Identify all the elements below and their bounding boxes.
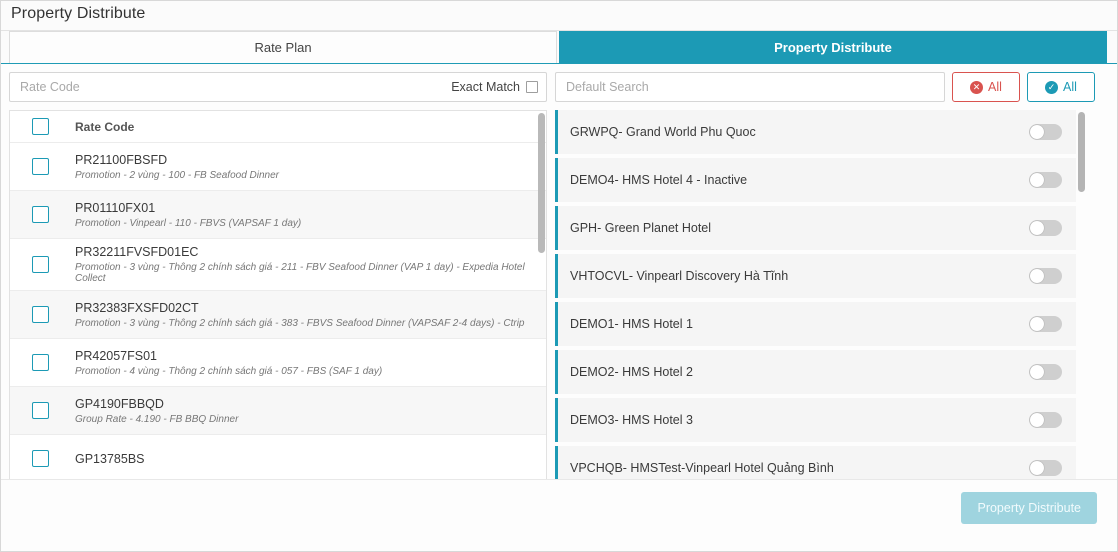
rate-code-value: PR32383FXSFD02CT — [75, 300, 199, 315]
row-checkbox[interactable] — [32, 158, 49, 175]
table-row[interactable] — [10, 191, 546, 239]
rate-code-value: GP13785BS — [75, 451, 145, 466]
exact-match-checkbox[interactable] — [526, 81, 538, 93]
list-item[interactable] — [555, 350, 1076, 394]
toggle-knob — [1030, 461, 1044, 475]
table-row[interactable] — [10, 239, 546, 291]
list-item[interactable] — [555, 398, 1076, 442]
row-checkbox[interactable] — [32, 206, 49, 223]
page-title: Property Distribute — [11, 5, 146, 22]
exact-match-group[interactable] — [443, 80, 538, 94]
property-list[interactable] — [555, 110, 1095, 486]
rate-code-value: PR01110FX01 — [75, 200, 156, 215]
toggle-knob — [1030, 173, 1044, 187]
table-row[interactable] — [10, 387, 546, 435]
property-search-input[interactable] — [564, 73, 936, 101]
table-row[interactable] — [10, 435, 546, 483]
tab-property-distribute-label: Property Distribute — [774, 40, 892, 55]
property-name: DEMO4- HMS Hotel 4 - Inactive — [570, 173, 748, 187]
toggle-knob — [1030, 269, 1044, 283]
property-name: VHTOCVL- Vinpearl Discovery Hà Tĩnh — [570, 269, 789, 283]
property-name: VPCHQB- HMSTest-Vinpearl Hotel Quảng Bình — [570, 461, 834, 475]
property-pane — [555, 72, 1095, 486]
main-content — [1, 64, 1117, 494]
row-checkbox[interactable] — [32, 306, 49, 323]
rate-code-description: Promotion - 3 vùng - Thông 2 chính sách giá - 383 - FBVS Seafood Dinner (VAPSAF 2-4 days) - Ctrip — [75, 317, 525, 329]
property-search-row — [555, 72, 1095, 102]
rate-code-list-panel — [9, 110, 547, 486]
list-item[interactable] — [555, 254, 1076, 298]
rate-code-value: GP4190FBBQD — [75, 396, 164, 411]
property-toggle[interactable] — [1029, 124, 1062, 140]
deselect-all-button[interactable] — [952, 72, 1020, 102]
rate-code-list-scrollbar[interactable] — [538, 113, 545, 253]
rate-code-description: Promotion - 4 vùng - Thông 2 chính sách giá - 057 - FBS (SAF 1 day) — [75, 365, 383, 377]
tab-bar — [1, 31, 1117, 64]
row-checkbox[interactable] — [32, 256, 49, 273]
toggle-knob — [1030, 365, 1044, 379]
tab-rate-plan-label: Rate Plan — [254, 40, 312, 55]
list-item[interactable] — [555, 110, 1076, 154]
table-row[interactable] — [10, 339, 546, 387]
select-all-label: All — [1063, 80, 1077, 94]
rate-code-search-input[interactable] — [18, 73, 443, 101]
check-circle-icon: ✓ — [1045, 81, 1058, 94]
tab-rate-plan[interactable] — [9, 31, 557, 63]
property-toggle[interactable] — [1029, 220, 1062, 236]
property-name: DEMO2- HMS Hotel 2 — [570, 365, 693, 379]
x-circle-icon: ✕ — [970, 81, 983, 94]
toggle-knob — [1030, 317, 1044, 331]
select-all-rate-codes-checkbox[interactable] — [32, 118, 49, 135]
property-name: GPH- Green Planet Hotel — [570, 221, 712, 235]
rate-code-pane — [9, 72, 547, 486]
property-name: GRWPQ- Grand World Phu Quoc — [570, 125, 756, 139]
row-checkbox[interactable] — [32, 450, 49, 467]
row-checkbox[interactable] — [32, 354, 49, 371]
property-toggle[interactable] — [1029, 316, 1062, 332]
deselect-all-label: All — [988, 80, 1002, 94]
select-all-button[interactable] — [1027, 72, 1095, 102]
property-toggle[interactable] — [1029, 460, 1062, 476]
list-item[interactable] — [555, 206, 1076, 250]
property-list-scrollbar[interactable] — [1078, 112, 1085, 192]
rate-code-value: PR21100FBSFD — [75, 152, 168, 167]
rate-code-description: Group Rate - 4.190 - FB BBQ Dinner — [75, 413, 239, 425]
rate-code-description: Promotion - 2 vùng - 100 - FB Seafood Dinner — [75, 169, 279, 181]
rate-code-search-row — [9, 72, 547, 102]
property-search-wrap[interactable] — [555, 72, 945, 102]
property-name: DEMO1- HMS Hotel 1 — [570, 317, 693, 331]
property-toggle[interactable] — [1029, 268, 1062, 284]
property-toggle[interactable] — [1029, 172, 1062, 188]
rate-code-description: Promotion - Vinpearl - 110 - FBVS (VAPSAF 1 day) — [75, 217, 302, 229]
toggle-knob — [1030, 221, 1044, 235]
rate-code-value: PR42057FS01 — [75, 348, 158, 363]
property-toggle[interactable] — [1029, 412, 1062, 428]
toggle-knob — [1030, 413, 1044, 427]
property-toggle[interactable] — [1029, 364, 1062, 380]
toggle-knob — [1030, 125, 1044, 139]
list-item[interactable] — [555, 158, 1076, 202]
table-row[interactable] — [10, 291, 546, 339]
tab-property-distribute[interactable] — [559, 31, 1107, 63]
footer-bar — [1, 479, 1117, 551]
title-bar — [1, 1, 1117, 31]
property-name: DEMO3- HMS Hotel 3 — [570, 413, 693, 427]
table-row[interactable] — [10, 143, 546, 191]
rate-code-list-header — [10, 111, 546, 143]
rate-code-value: PR32211FVSFD01EC — [75, 245, 199, 259]
exact-match-label: Exact Match — [451, 80, 520, 94]
rate-code-search-wrap[interactable] — [9, 72, 547, 102]
list-item[interactable] — [555, 302, 1076, 346]
rate-code-list[interactable] — [10, 111, 546, 485]
row-checkbox[interactable] — [32, 402, 49, 419]
rate-code-column-header: Rate Code — [75, 119, 135, 134]
rate-code-description: Promotion - 3 vùng - Thông 2 chính sách giá - 211 - FBV Seafood Dinner (VAP 1 day) - Expedia Hotel Collect — [75, 262, 525, 284]
property-distribute-button[interactable]: Property Distribute — [961, 492, 1097, 524]
